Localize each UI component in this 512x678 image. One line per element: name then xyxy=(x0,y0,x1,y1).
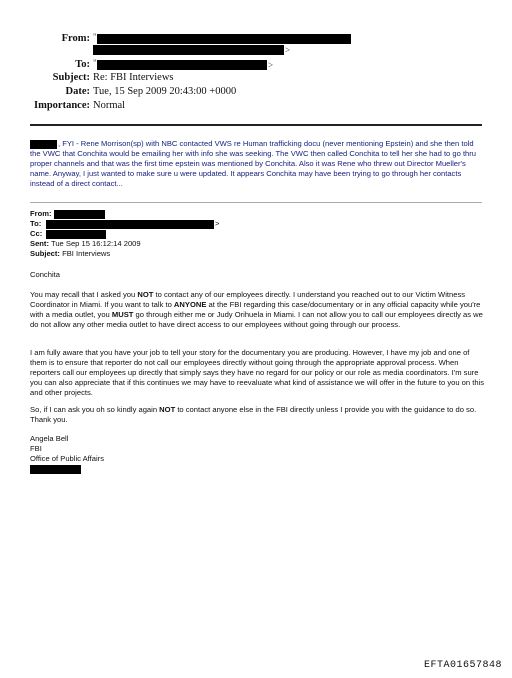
original-cc-row xyxy=(30,229,42,239)
signature-name: Angela Bell xyxy=(30,434,69,443)
to-open-quote: " xyxy=(93,58,97,68)
body-paragraph-2: I am fully aware that you have your job to tell your story for the documentary you are producing. However, I have my job and one of them is to ensure that reporter do not call our employees directly without going through the appropriate approval process. When reporters call our employees up directly that simply says they have no regard for our policy or our role as media coordinators. I'm sure you can also appreciate that if this continues we may have to reevaluate what kind of assistance we will offer in the future to you on this and other projects. xyxy=(30,348,485,397)
original-cc-label: Cc: xyxy=(30,229,43,238)
redaction-original-to xyxy=(46,220,214,229)
p1-emphasis-not: NOT xyxy=(137,290,154,299)
redaction-from-name xyxy=(97,34,351,44)
original-sent-value: Tue Sep 15 16:12:14 2009 xyxy=(50,239,141,248)
redaction-to-address xyxy=(97,60,267,70)
original-message-divider xyxy=(30,202,482,203)
p1-emphasis-anyone: ANYONE xyxy=(173,299,207,309)
p1-text-g: go through either me or Judy Orihuela in Miami. I can not allow you to call our employees directly as we do not allow any other media outlet to have direct access to our employees without going through our process. xyxy=(30,309,483,329)
date-value: Tue, 15 Sep 2009 20:43:00 +0000 xyxy=(93,86,237,97)
from-close-bracket: > xyxy=(285,45,291,55)
document-id: EFTA01657848 xyxy=(423,660,502,671)
to-close-bracket: > xyxy=(268,60,274,70)
original-sent-label: Sent: xyxy=(30,239,49,248)
to-label: To: xyxy=(75,59,90,70)
redaction-from-address xyxy=(93,45,284,55)
redaction-original-from xyxy=(54,210,105,219)
original-subject-label: Subject: xyxy=(30,249,60,258)
redaction-signature-contact xyxy=(30,465,81,474)
date-label: Date: xyxy=(65,86,90,97)
p1-text-a: You may recall that I asked you xyxy=(30,290,138,299)
importance-value: Normal xyxy=(93,100,126,111)
p3-text-c: to contact anyone else in the FBI directly unless I provide you with the guidance to do so. Thank you. xyxy=(30,405,477,424)
reply-message xyxy=(30,139,485,189)
body-paragraph-1 xyxy=(30,290,488,330)
redaction-original-cc xyxy=(46,230,106,239)
original-subject-row xyxy=(30,249,110,259)
signature-org: FBI xyxy=(30,444,42,453)
reply-text: , FYI - Rene Morrison(sp) with NBC contacted VWS re Human trafficking docu (never mentioning Epstein) and she then told the VWC that Conchita would be emailing her with info she was seeking. The VWC then called Conchita to tell her she had to go thru proper channels and that was the first time epstein was mentioned by Conchita. Also it was Rene who threw out Director Mueller's name. Anyway, I just wanted to make sure u were updated. It appears Conchita may have been trying to go through her contacts instead of a direct contact... xyxy=(30,139,477,188)
subject-value: Re: FBI Interviews xyxy=(93,72,174,83)
from-open-quote: " xyxy=(93,32,97,42)
p3-text-a: So, if I can ask you oh so kindly again xyxy=(30,405,160,414)
header-divider xyxy=(30,124,482,126)
original-to-row xyxy=(30,219,41,229)
from-label: From: xyxy=(61,33,90,44)
p1-text-c: to contact any of our employees directly. I understand you reached out to our Victim Witness Coordinator in Miami. If you want to talk to xyxy=(30,290,466,309)
p1-emphasis-must: MUST xyxy=(111,309,134,319)
original-to-close-bracket: > xyxy=(215,219,220,228)
original-to-label: To: xyxy=(30,219,42,228)
original-from-row xyxy=(30,209,52,219)
body-paragraph-3 xyxy=(30,405,488,425)
p3-emphasis-not: NOT xyxy=(159,405,176,414)
p1-text-e: at the FBI regarding this case/documentary or in any official capacity while you're with a media outlet, you xyxy=(30,299,481,319)
subject-label: Subject: xyxy=(52,72,90,83)
original-from-label: From: xyxy=(30,209,52,218)
signature-office: Office of Public Affairs xyxy=(30,454,105,463)
original-subject-value: FBI Interviews xyxy=(62,249,111,258)
importance-label: Importance: xyxy=(34,100,90,111)
original-sent-row xyxy=(30,239,141,249)
salutation: Conchita xyxy=(30,270,60,279)
